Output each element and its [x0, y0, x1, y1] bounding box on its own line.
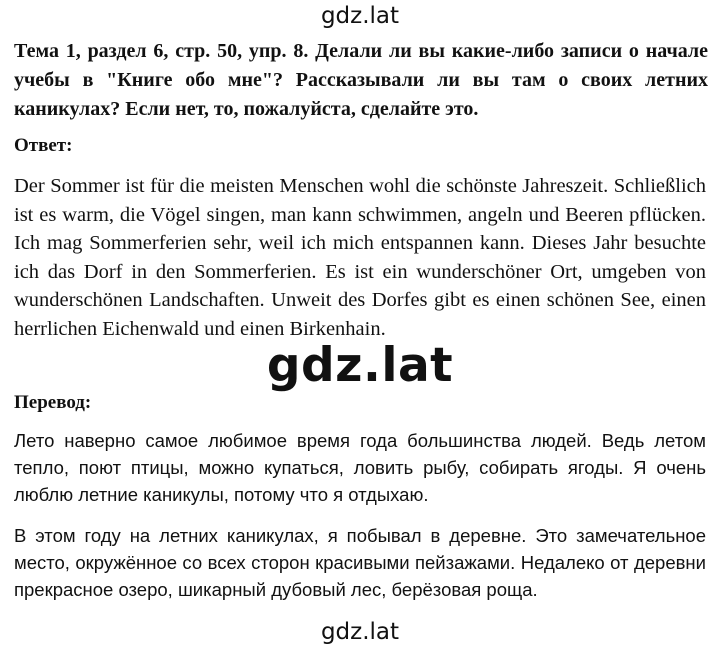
translation-label: Перевод:: [14, 392, 92, 413]
answer-label: Ответ:: [14, 135, 73, 156]
task-question: Тема 1, раздел 6, стр. 50, упр. 8. Делали ли вы какие-либо записи о начале учебы в "Книге обо мне"? Рассказывали ли вы там о своих летних каникулах? Если нет, то, пожалуйста, сделайте это.: [14, 40, 708, 120]
answer-text: Der Sommer ist für die meisten Menschen wohl die schönste Jahreszeit. Schließlich ist es warm, die Vögel singen, man kann schwimmen, angeln und Beeren pflücken. Ich mag Sommerferien sehr, weil ich mich entspannen kann. Dieses Jahr besuchte ich das Dorf in den Sommerferien. Es ist ein wunderschöner Ort, umgeben von wunderschönen Landschaften. Unweit des Dorfes gibt es einen schönen See, einen herrlichen Eichenwald und einen Birkenhain.: [14, 175, 706, 340]
watermark-bottom: gdz.lat: [320, 619, 400, 645]
watermark-top: gdz.lat: [320, 3, 400, 29]
watermark-middle: gdz.lat: [266, 338, 454, 393]
translation-paragraph-2: В этом году на летних каникулах, я побывал в деревне. Это замечательное место, окружённое со всех сторон красивыми пейзажами. Недалеко от деревни прекрасное озеро, шикарный дубовый лес, берёзовая роща.: [14, 525, 706, 600]
translation-paragraph-1: Лето наверно самое любимое время года большинства людей. Ведь летом тепло, поют птицы, можно купаться, ловить рыбу, собирать ягоды. Я очень люблю летние каникулы, потому что я отдыхаю.: [14, 430, 706, 505]
